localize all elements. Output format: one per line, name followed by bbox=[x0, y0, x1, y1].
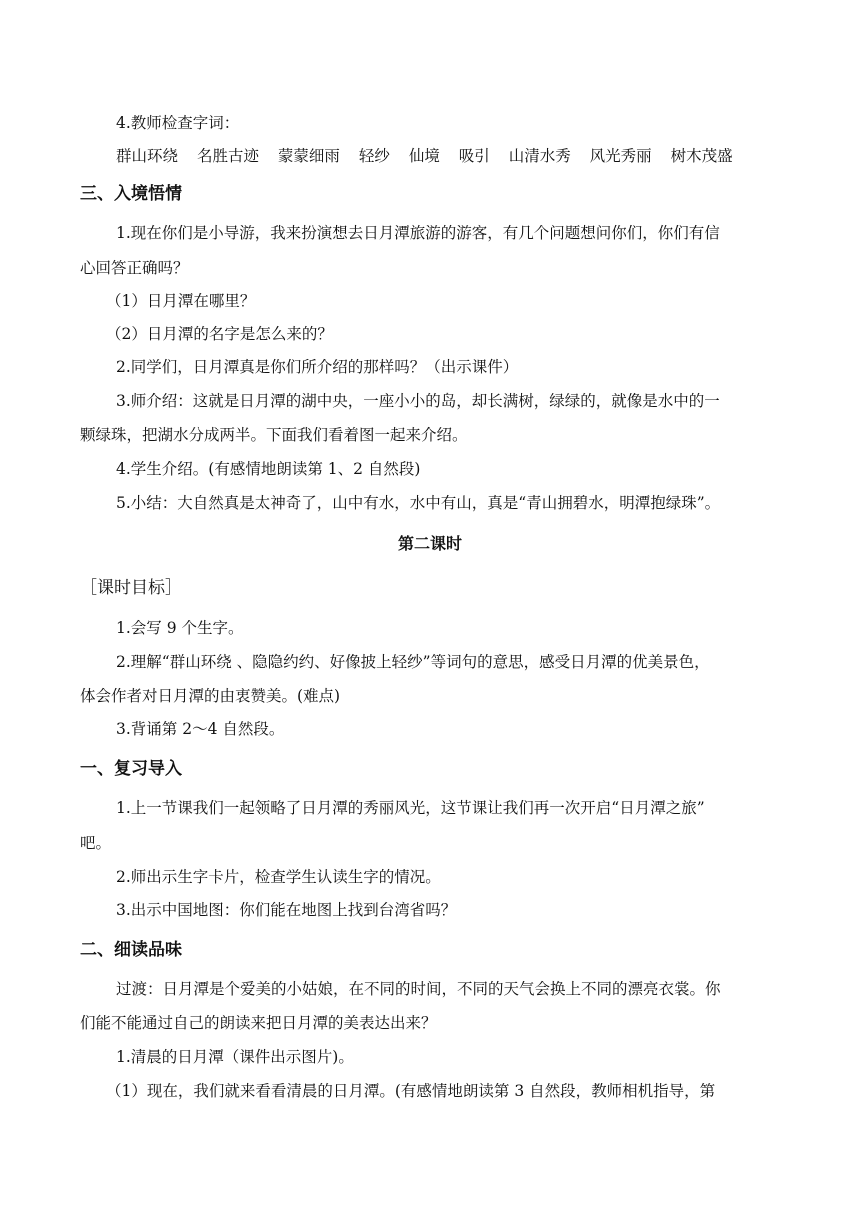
section-heading: 三、入境悟情 bbox=[80, 184, 182, 204]
word-item: 树木茂盛 bbox=[670, 147, 733, 165]
paragraph: 5.小结：大自然真是太神奇了，山中有水，水中有山，真是“青山拥碧水，明潭抱绿珠”。 bbox=[116, 494, 721, 512]
word-item: 山清水秀 bbox=[508, 147, 571, 165]
paragraph: 心回答正确吗？ bbox=[80, 259, 189, 277]
paragraph: 们能不能通过自己的朗读来把日月潭的美表达出来？ bbox=[80, 1014, 437, 1032]
paragraph: 1.清晨的日月潭（课件出示图片)。 bbox=[116, 1048, 354, 1066]
word-list bbox=[116, 145, 733, 167]
section-heading: 一、复习导入 bbox=[80, 759, 182, 779]
paragraph: 3.师介绍：这就是日月潭的湖中央，一座小小的岛，却长满树，绿绿的，就像是水中的一 bbox=[116, 392, 720, 410]
paragraph: （2）日月潭的名字是怎么来的？ bbox=[106, 325, 333, 343]
word-item: 蒙蒙细雨 bbox=[277, 147, 340, 165]
paragraph: 颗绿珠，把湖水分成两半。下面我们看着图一起来介绍。 bbox=[80, 426, 468, 444]
lesson-title: 第二课时 bbox=[397, 534, 462, 553]
paragraph: （1）日月潭在哪里？ bbox=[106, 292, 256, 310]
paragraph: 2.同学们，日月潭真是你们所介绍的那样吗？（出示课件） bbox=[116, 358, 519, 376]
word-item: 仙境 bbox=[408, 147, 440, 165]
paragraph: 3.出示中国地图：你们能在地图上找到台湾省吗？ bbox=[116, 901, 457, 919]
word-item: 轻纱 bbox=[358, 147, 390, 165]
word-item: 吸引 bbox=[458, 147, 490, 165]
word-item: 风光秀丽 bbox=[589, 147, 652, 165]
word-item: 群山环绕 bbox=[116, 147, 179, 165]
paragraph: 1.上一节课我们一起领略了日月潭的秀丽风光，这节课让我们再一次开启“日月潭之旅” bbox=[116, 799, 705, 817]
word-item: 名胜古迹 bbox=[196, 147, 259, 165]
paragraph: 吧。 bbox=[80, 834, 112, 852]
paragraph: 1.会写 9 个生字。 bbox=[116, 619, 244, 637]
paragraph: 4.学生介绍。(有感情地朗读第 1、2 自然段) bbox=[116, 460, 421, 478]
check-words-label: 4.教师检查字词： bbox=[116, 114, 240, 132]
section-heading: 二、细读品味 bbox=[80, 940, 182, 960]
paragraph: 3.背诵第 2～4 自然段。 bbox=[116, 720, 285, 738]
paragraph: （1）现在，我们就来看看清晨的日月潭。(有感情地朗读第 3 自然段，教师相机指导，第 bbox=[106, 1082, 716, 1100]
paragraph: 2.理解“群山环绕 、隐隐约约、好像披上轻纱”等词句的意思，感受日月潭的优美景色， bbox=[116, 653, 710, 671]
paragraph: 体会作者对日月潭的由衷赞美。(难点) bbox=[80, 687, 341, 705]
objectives-heading: ［课时目标］ bbox=[80, 578, 182, 598]
paragraph: 1.现在你们是小导游，我来扮演想去日月潭旅游的游客，有几个问题想问你们，你们有信 bbox=[116, 224, 720, 242]
paragraph: 2.师出示生字卡片，检查学生认读生字的情况。 bbox=[116, 868, 441, 886]
paragraph: 过渡：日月潭是个爱美的小姑娘，在不同的时间，不同的天气会换上不同的漂亮衣裳。你 bbox=[116, 980, 721, 998]
